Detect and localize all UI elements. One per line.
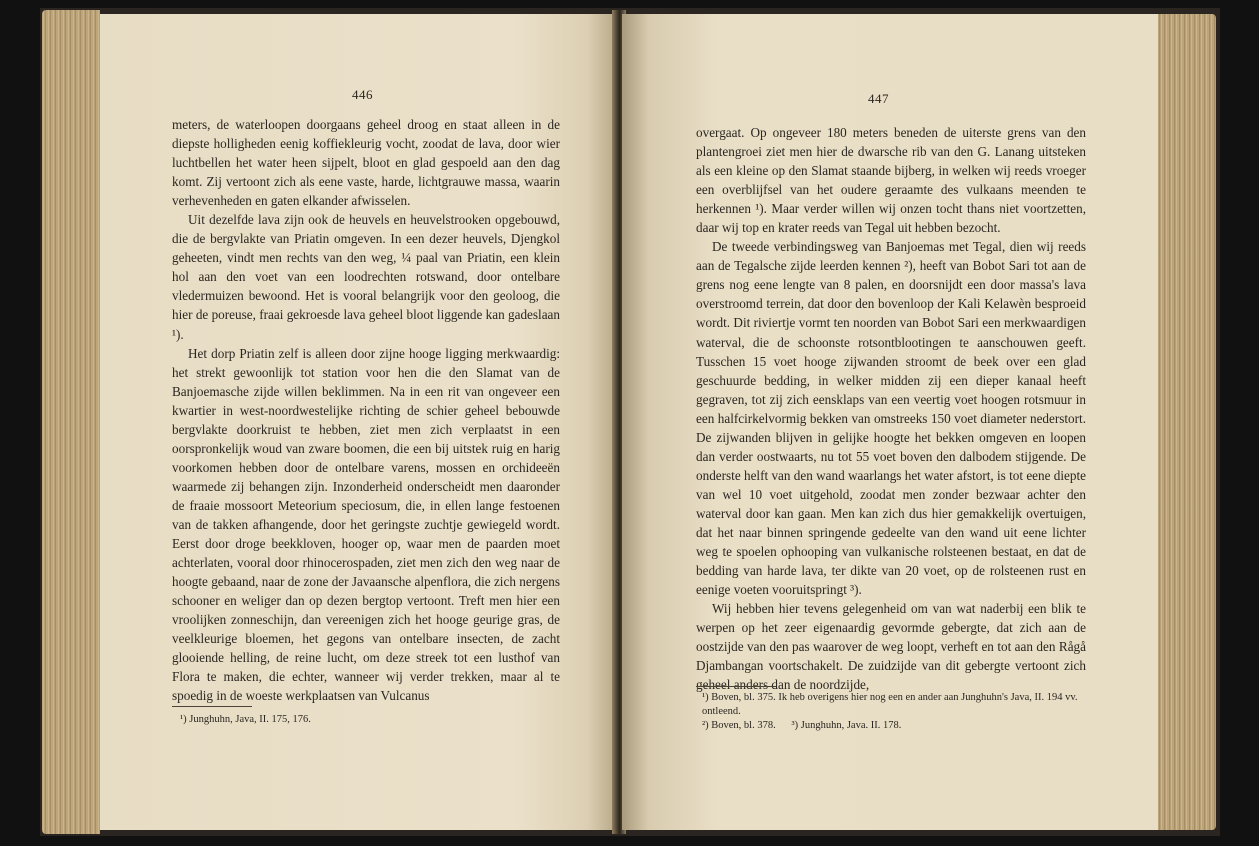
paragraph: Uit dezelfde lava zijn ook de heuvels en heuvelstrooken opgebouwd, die de bergvlakte van Priatin omgeven. In een dezer heuvels, Djengkol geheeten, vindt men rechts van den weg, ¼ paal van Priatin, een klein hol aan den voet van een loodrechten rotswand, door ontelbare vledermuizen bewoond. Het is vooral belangrijk voor den geoloog, die hier de poreuse, fraai gekroesde lava geheel bloot liggende kan gadeslaan ¹). (172, 212, 560, 342)
footnote-rule (696, 686, 776, 687)
left-page-body (172, 115, 560, 705)
footnote-line: ²) Boven, bl. 378. ³) Junghuhn, Java. II. 178. (702, 720, 902, 731)
footnote-line: ¹) Boven, bl. 375. Ik heb overigens hier nog een en ander aan Junghuhn's Java, II. 194 vv. ontleend. (702, 692, 1078, 717)
left-page-edges (42, 10, 100, 834)
paragraph: meters, de waterloopen doorgaans geheel droog en staat alleen in de diepste holligheden eenig koffiekleurig vocht, zoodat de lava, door wier luchtbellen het water heen sijpelt, bloot en glad gespoeld aan den dag komt. Zij vertoont zich als eene vaste, harde, lichtgrauwe massa, waarin verhevenheden en gaten elkander afwisselen. (172, 117, 560, 209)
right-page-body (696, 123, 1086, 694)
page-number-left: 446 (352, 87, 373, 102)
paragraph: overgaat. Op ongeveer 180 meters beneden de uiterste grens van den plantengroei ziet men hier de dwarsche rib van den G. Lanang uitsteken als een kleine op den Slamat staande bijberg, in welken wij reeds vroeger een overblijfsel van het oudere geraamte des vulkaans meenden te herkennen ¹). Maar verder willen wij onzen tocht thans niet voortzetten, daar wij top en krater reeds van Tegal uit hebben bezocht. (696, 125, 1086, 236)
footnote: ¹) Junghuhn, Java, II. 175, 176. (180, 714, 311, 725)
footnote-rule (172, 706, 252, 707)
paragraph: Het dorp Priatin zelf is alleen door zijne hooge ligging merkwaardig: het strekt gewoonlijk tot station voor hen die den Slamat van de Banjoemasche zijde willen beklimmen. Na in een rit van ongeveer een kwartier in west-noordwestelijke richting de schier geheel bebouwde bergvlakte doorkruist te hebben, ziet men zich verplaatst in een oorspronkelijk woud van zware boomen, die een bij uitstek ruig en harig voorkomen hebben door de ontelbare varens, mossen en orchideeën waarmede zij behangen zijn. Inzonderheid onderscheidt men daaronder de fraaie mossoort Meteorium speciosum, die, in ellen lange festoenen van de takken afhangende, door het geringste zuchtje gewiegeld wordt. Eerst door droge beekkloven, hooger op, waar men de paarden moet achterlaten, vooral door rhinocerospaden, ziet men zich den weg naar de hoogte gebaand, naar de zone der Javaansche alpenflora, die zich nergens schooner en weliger dan op dezen bergtop vertoont. Treft men hier een vroolijken zonneschijn, dan vereenigen zich het hooge geurige gras, de veelkleurige bloemen, het gegons van ontelbare insecten, de zacht glooiende helling, de reine lucht, om deze streek tot een lusthof van Flora te maken, die echter, wanneer wij verder trekken, maar al te spoedig in de woeste werkplaatsen van Vulcanus (172, 345, 560, 704)
paragraph: De tweede verbindingsweg van Banjoemas met Tegal, dien wij reeds aan de Tegalsche zijde leerden kennen ²), heeft van Bobot Sari tot aan de grens nog eene lengte van 8 palen, en doorsnijdt een door massa's lava overstroomd terrein, dat door den bovenloop der Kali Kelawèn besproeid wordt. Dit riviertje vormt ten noorden van Bobot Sari een merkwaardigen waterval, die de schoonste rotsontblootingen te aanschouwen geeft. Tusschen 15 voet hooge zijwanden stroomt de beek over een glad geschuurde bedding, in welker midden zij een dieper kanaal heeft gegraven, tot zij zich eensklaps van een veertig voet hoogen rotsmuur in een halfcirkelvormig bekken van omstreeks 150 voet diameter nederstort. De zijwanden blijven in gelijke hoogte het bekken omgeven en loopen dan verder oostwaarts, nu tot 55 voet boven den dalbodem stijgende. De onderste helft van den wand waarlangs het water afstort, is tot eene diepte van wel 10 voet uitgehold, zoodat men zonder bezwaar achter den waterval door kan gaan. Men kan zich dus hier gemakkelijk overtuigen, dat het naar binnen springende gedeelte van den wand uit eene lichter weg te spoelen ophooping van vulkanische rolsteenen bestaat, en dat de bedding van harde lava, ter dikte van 20 voet, op de rolsteenen rust en eenige voeten vooruitspringt ³). (696, 239, 1086, 598)
right-page (622, 14, 1158, 830)
page-number-right: 447 (868, 91, 889, 106)
left-page (100, 14, 618, 830)
footnote (702, 691, 1086, 733)
right-page-edges (1158, 14, 1216, 830)
paragraph: Wij hebben hier tevens gelegenheid om van wat naderbij een blik te werpen op het zeer eigenaardig gevormde gebergte, dat zich aan de oostzijde van den pas waarover de weg loopt, verheft en tot aan den Rågå Djambangan voortschakelt. De zuidzijde van dit gebergte vertoont zich geheel anders dan de noordzijde, (696, 601, 1086, 693)
